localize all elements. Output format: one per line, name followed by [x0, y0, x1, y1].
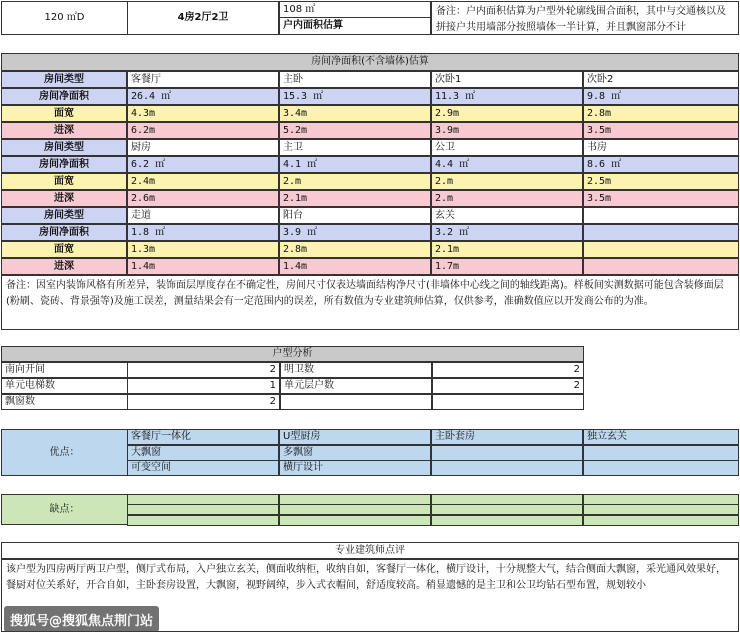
cons-item — [431, 504, 583, 515]
cons-item — [431, 515, 583, 526]
analysis-value: 2 — [432, 378, 584, 394]
room-cell-depth: 2.6m — [127, 190, 279, 207]
review-title: 专业建筑师点评 — [1, 542, 739, 559]
room-cell-depth: 3.5m — [583, 122, 739, 139]
analysis-label: 明卫数 — [280, 362, 432, 378]
room-cell-width: 2.5m — [583, 173, 739, 190]
cons-item — [431, 494, 583, 505]
analysis-label — [280, 394, 432, 410]
room-cell-type: 书房 — [583, 139, 739, 156]
room-cell-width: 2.8m — [279, 241, 431, 258]
room-cell-type: 阳台 — [279, 207, 431, 224]
room-cell-width: 2.m — [279, 173, 431, 190]
room-cell-type: 客餐厅 — [127, 71, 279, 88]
room-cell-area — [583, 224, 739, 241]
unit-area: 120 ㎡D — [1, 1, 128, 35]
room-cell-area: 3.2 ㎡ — [431, 224, 583, 241]
room-cell-type: 主卧 — [279, 71, 431, 88]
pros-item — [431, 445, 583, 461]
room-cell-area: 26.4 ㎡ — [127, 88, 279, 105]
room-cell-depth: 2.m — [431, 190, 583, 207]
review-text: 该户型为四房两厅两卫户型，侧厅式布局，入户独立玄关，侧面收纳柜，收纳自如，客餐厅一体化，横厅设计，十分规整大气，结合侧面大飘窗，采光通风效果好，餐厨对位关系好，开合自如，主卧套房设置，大飘窗，视野阔绰，步入式衣帽间，舒适度较高。稍显遗憾的是主卫和公卫均钻石型布置，规划较小 — [1, 559, 739, 632]
room-cell-area: 11.3 ㎡ — [431, 88, 583, 105]
room-cell-depth: 5.2m — [279, 122, 431, 139]
analysis-value: 2 — [432, 362, 584, 378]
room-cell-area: 9.8 ㎡ — [583, 88, 739, 105]
room-cell-depth — [583, 258, 739, 275]
analysis-value: 2 — [127, 362, 280, 378]
cons-item — [279, 494, 431, 505]
room-cell-depth: 6.2m — [127, 122, 279, 139]
room-row-label-width: 面宽 — [1, 173, 127, 190]
watermark: 搜狐号@搜狐焦点荆门站 — [4, 606, 159, 632]
pros-item: 客餐厅一体化 — [127, 429, 279, 445]
room-cell-depth: 1.7m — [431, 258, 583, 275]
pros-label: 优点： — [1, 429, 128, 476]
pros-item: 多飘窗 — [279, 445, 431, 461]
room-cell-area: 15.3 ㎡ — [279, 88, 431, 105]
room-row-label-depth: 进深 — [1, 122, 127, 139]
room-cell-width: 1.3m — [127, 241, 279, 258]
room-cell-width — [583, 241, 739, 258]
room-row-label-width: 面宽 — [1, 105, 127, 122]
pros-item: 大飘窗 — [127, 445, 279, 461]
analysis-label: 单元层户数 — [280, 378, 432, 394]
room-cell-type: 次卧1 — [431, 71, 583, 88]
room-cell-type — [583, 207, 739, 224]
room-cell-area: 4.4 ㎡ — [431, 156, 583, 173]
room-cell-width: 2.8m — [583, 105, 739, 122]
room-row-label-width: 面宽 — [1, 241, 127, 258]
unit-layout: 4房2厅2卫 — [127, 1, 279, 35]
room-cell-depth: 3.5m — [583, 190, 739, 207]
room-row-label-type: 房间类型 — [1, 71, 127, 88]
pros-item — [431, 460, 583, 476]
analysis-value: 1 — [127, 378, 280, 394]
room-cell-width: 2.4m — [127, 173, 279, 190]
room-cell-type: 走道 — [127, 207, 279, 224]
room-cell-type: 玄关 — [431, 207, 583, 224]
cons-item — [127, 494, 279, 505]
pros-item: 横厅设计 — [279, 460, 431, 476]
room-table-note: 备注：因室内装饰风格有所差异，装饰面层厚度存在不确定性，房间尺寸仅表达墙面结构净尺寸(非墙体中心线之间的轴线距离)。样板间实测数据可能包含装修面层(粉刷、瓷砖、背景强等)及施工误差，测量结果会有一定范围内的误差，所有数值为专业建筑师估算，仅供参考，准确数值应以开发商公布的为准。 — [1, 275, 739, 330]
analysis-label: 单元电梯数 — [1, 378, 128, 394]
room-row-label-area: 房间净面积 — [1, 156, 127, 173]
header-note: 备注：户内面积估算为户型外轮廓线围合面积，其中与交通核以及拼接户共用墙部分按照墙体一半计算，并且飘窗部分不计 — [431, 1, 739, 35]
analysis-value — [432, 394, 584, 410]
room-cell-depth: 2.1m — [279, 190, 431, 207]
pros-item: 可变空间 — [127, 460, 279, 476]
analysis-label: 飘窗数 — [1, 394, 128, 410]
room-row-label-area: 房间净面积 — [1, 88, 127, 105]
room-cell-width: 2.9m — [431, 105, 583, 122]
room-cell-depth: 1.4m — [127, 258, 279, 275]
pros-item — [583, 445, 739, 461]
room-cell-width: 3.4m — [279, 105, 431, 122]
room-cell-depth: 3.9m — [431, 122, 583, 139]
room-cell-area: 3.9 ㎡ — [279, 224, 431, 241]
inner-area-label: 户内面积估算 — [279, 17, 431, 35]
cons-label: 缺点： — [1, 494, 128, 525]
inner-area-value: 108 ㎡ — [279, 1, 431, 18]
cons-item — [279, 515, 431, 526]
room-cell-area: 4.1 ㎡ — [279, 156, 431, 173]
cons-item — [583, 494, 739, 505]
pros-item: U型厨房 — [279, 429, 431, 445]
room-cell-width: 2.m — [431, 173, 583, 190]
room-cell-type: 次卧2 — [583, 71, 739, 88]
room-cell-area: 1.8 ㎡ — [127, 224, 279, 241]
room-table-title: 房间净面积(不含墙体)估算 — [1, 53, 739, 71]
room-cell-width: 2.1m — [431, 241, 583, 258]
cons-item — [127, 504, 279, 515]
cons-item — [279, 504, 431, 515]
cons-item — [127, 515, 279, 526]
pros-item: 主卧套房 — [431, 429, 583, 445]
pros-item — [583, 460, 739, 476]
room-row-label-type: 房间类型 — [1, 207, 127, 224]
room-cell-width: 4.3m — [127, 105, 279, 122]
room-row-label-depth: 进深 — [1, 190, 127, 207]
room-cell-type: 厨房 — [127, 139, 279, 156]
room-cell-area: 8.6 ㎡ — [583, 156, 739, 173]
cons-item — [583, 504, 739, 515]
room-row-label-depth: 进深 — [1, 258, 127, 275]
room-cell-type: 主卫 — [279, 139, 431, 156]
room-cell-depth: 1.4m — [279, 258, 431, 275]
analysis-value: 2 — [127, 394, 280, 410]
cons-item — [583, 515, 739, 526]
pros-item: 独立玄关 — [583, 429, 739, 445]
analysis-label: 南向开间 — [1, 362, 128, 378]
room-row-label-area: 房间净面积 — [1, 224, 127, 241]
room-cell-area: 6.2 ㎡ — [127, 156, 279, 173]
room-cell-type: 公卫 — [431, 139, 583, 156]
room-row-label-type: 房间类型 — [1, 139, 127, 156]
analysis-title: 户型分析 — [1, 346, 584, 362]
